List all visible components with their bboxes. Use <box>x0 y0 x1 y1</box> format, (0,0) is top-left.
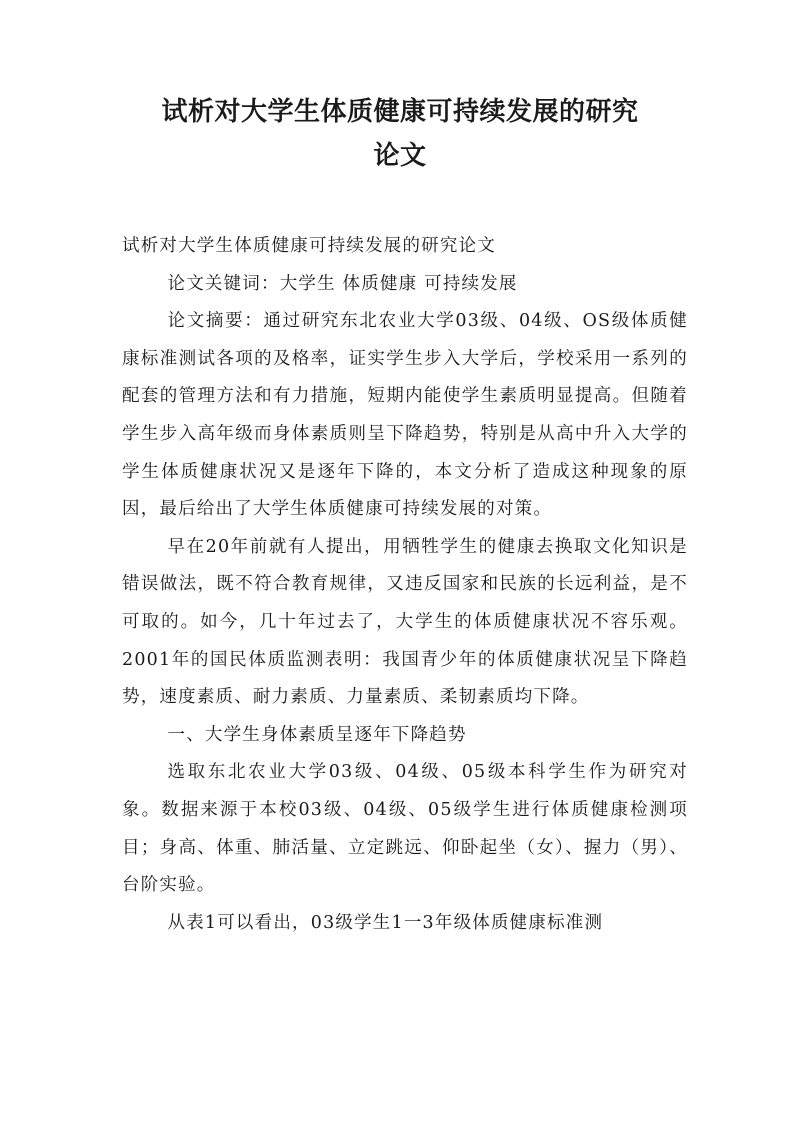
body-paragraph: 早在20年前就有人提出，用牺牲学生的健康去换取文化知识是错误做法，既不符合教育规律，又违反国家和民族的长远利益，是不可取的。如今，几十年过去了，大学生的体质健康状况不容乐观。2001年的国民体质监测表明：我国青少年的体质健康状况呈下降趋势，速度素质、耐力素质、力量素质、柔韧素质均下降。 <box>122 536 688 708</box>
title-line-1: 试析对大学生体质健康可持续发展的研究 <box>161 97 639 127</box>
title-line-2: 论文 <box>373 141 427 171</box>
document-title <box>100 90 700 178</box>
body-paragraph: 选取东北农业大学03级、04级、05级本科学生作为研究对象。数据来源于本校03级、04级、05级学生进行体质健康检测项目；身高、体重、肺活量、立定跳远、仰卧起坐（女）、握力（男）、台阶实验。 <box>122 762 688 896</box>
subtitle-paragraph: 试析对大学生体质健康可持续发展的研究论文 <box>122 236 496 256</box>
section-heading: 一、大学生身体素质呈逐年下降趋势 <box>167 724 467 745</box>
body-paragraph: 从表1可以看出，03级学生1一3年级体质健康标准测 <box>167 912 604 933</box>
abstract-paragraph: 论文摘要：通过研究东北农业大学03级、04级、OS级体质健康标准测试各项的及格率，证实学生步入大学后，学校采用一系列的配套的管理方法和有力措施，短期内能使学生素质明显提高。但随着学生步入高年级而身体素质则呈下降趋势，特别是从高中升入大学的学生体质健康状况又是逐年下降的，本文分析了造成这种现象的原因，最后给出了大学生体质健康可持续发展的对策。 <box>122 311 688 520</box>
document-body <box>122 228 688 942</box>
keywords-paragraph: 论文关键词：大学生 体质健康 可持续发展 <box>167 273 518 294</box>
